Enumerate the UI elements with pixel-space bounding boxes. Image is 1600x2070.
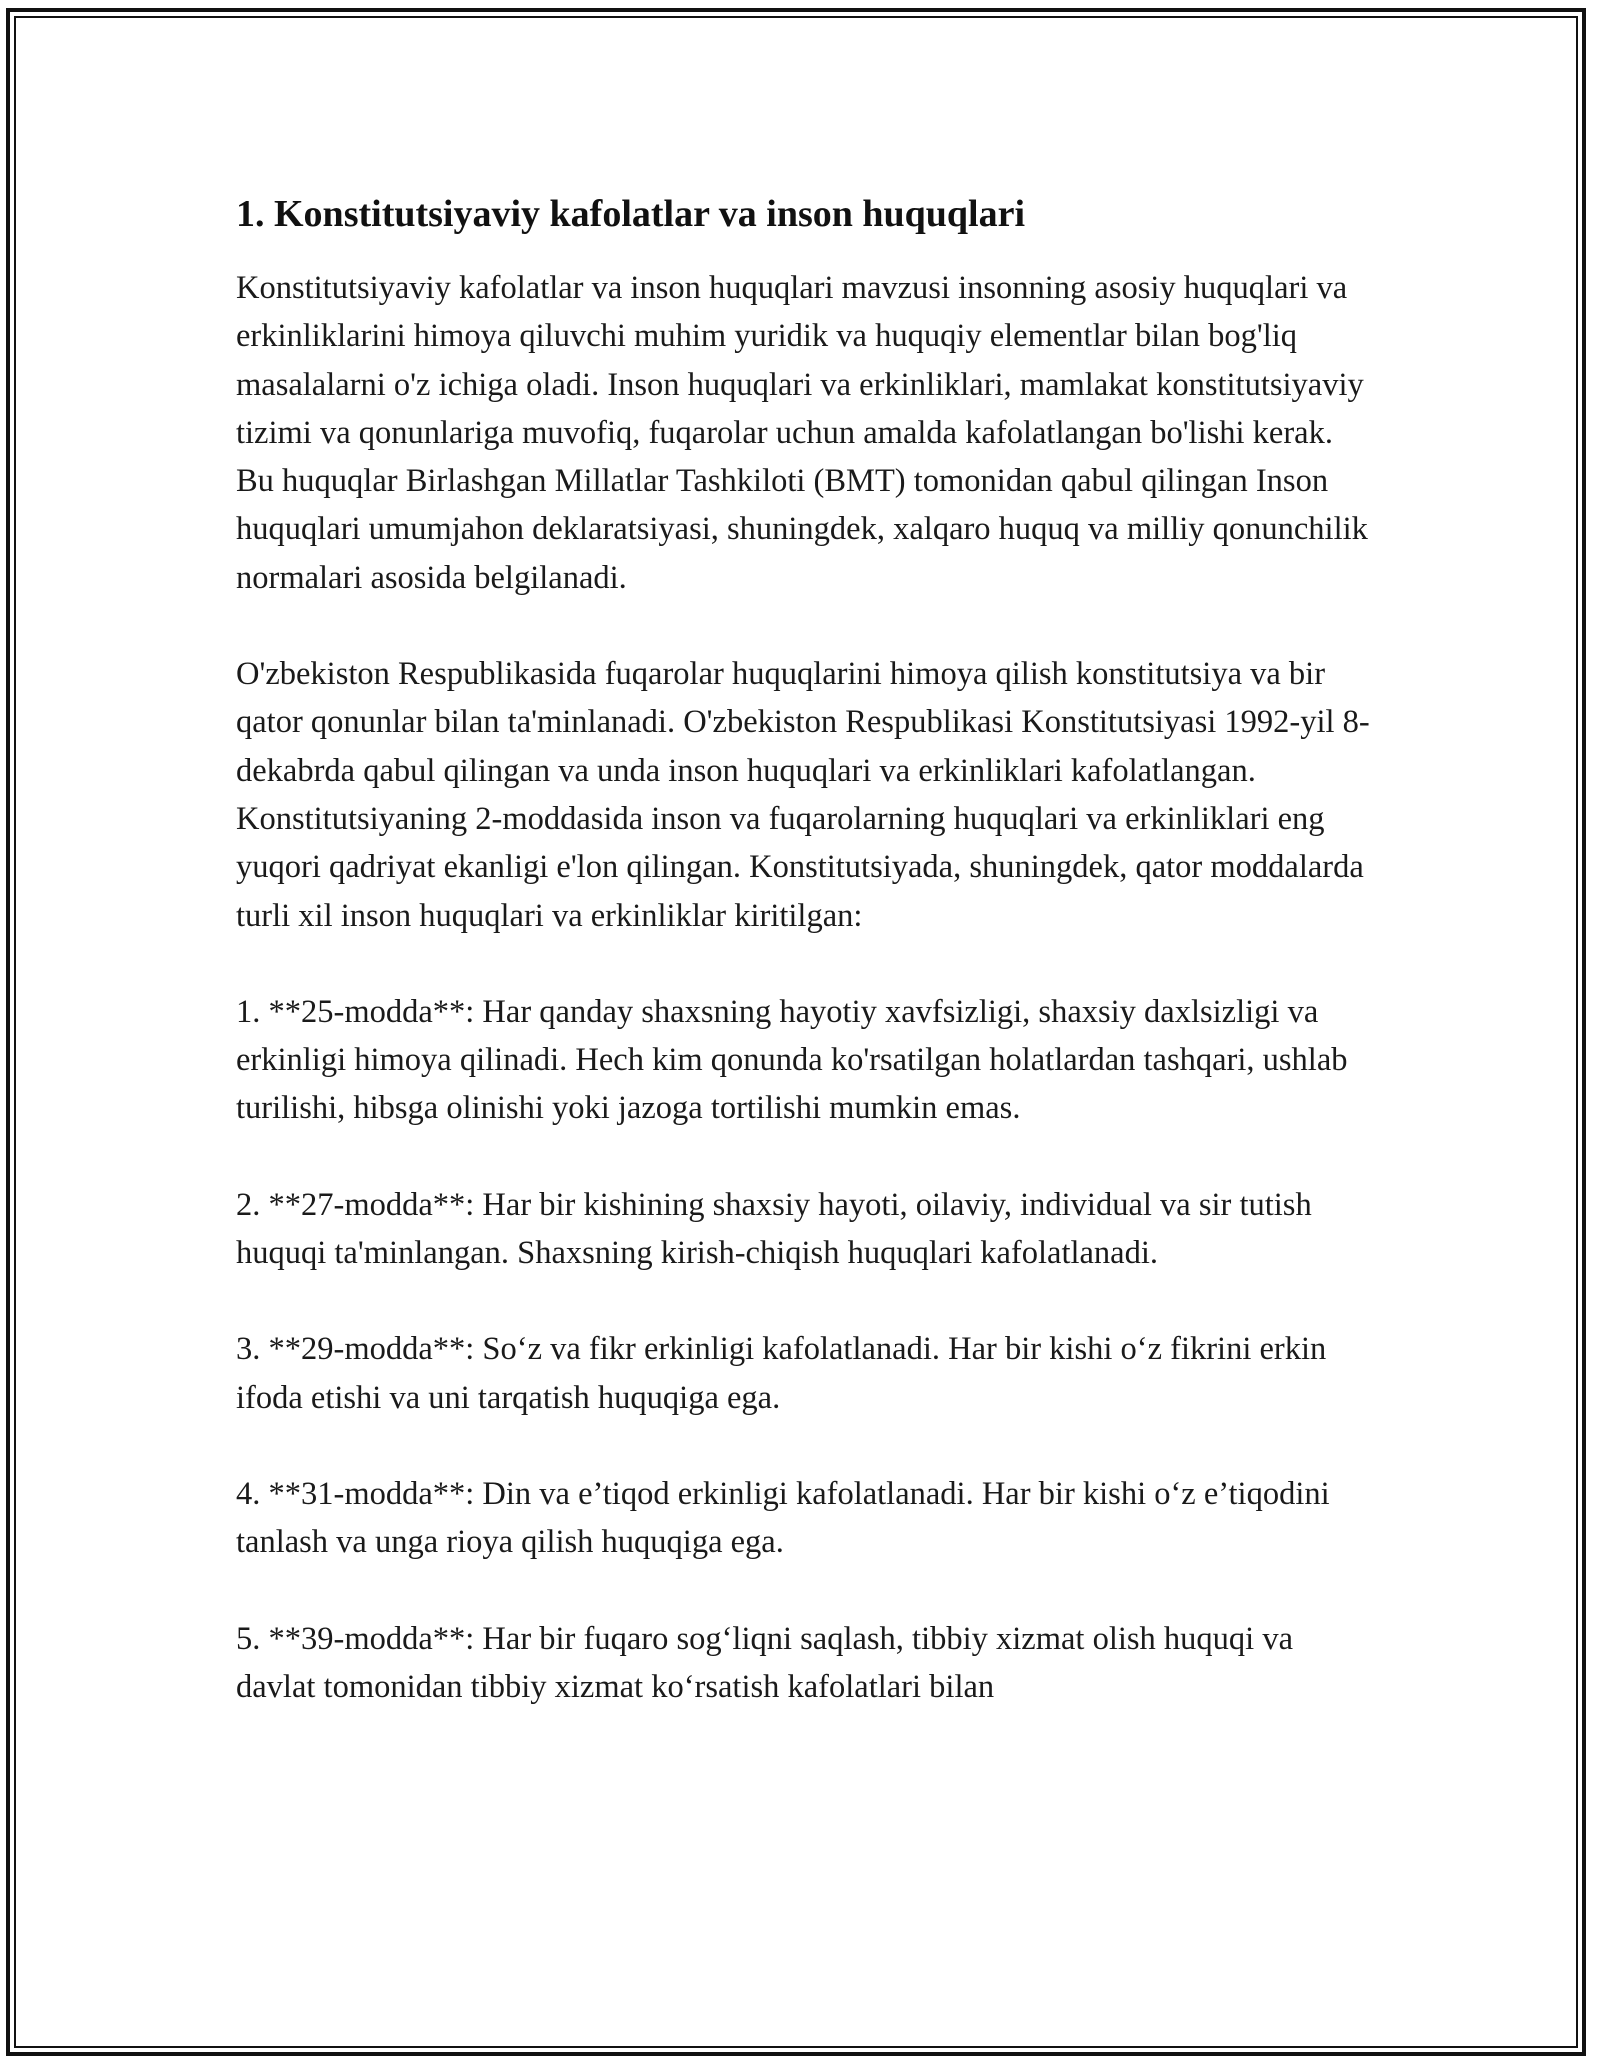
article-31-item: 4. **31-modda**: Din va e’tiqod erkinligi kafolatlanadi. Har bir kishi o‘z e’tiqodini tanlash va unga rioya qilish huquqiga ega. [236,1475,1330,1561]
article-25-item: 1. **25-modda**: Har qanday shaxsning hayotiy xavfsizligi, shaxsiy daxlsizligi va erkinligi himoya qilinadi. Hech kim qonunda ko'rsatilgan holatlardan tashqari, ushlab turilishi, hibsga olinishi yoki jazoga tortilishi mumkin emas. [236,993,1348,1127]
article-39-item: 5. **39-modda**: Har bir fuqaro sog‘liqni saqlash, tibbiy xizmat olish huquqi va davlat tomonidan tibbiy xizmat ko‘rsatish kafolatlari bilan [236,1620,1293,1705]
constitution-paragraph: O'zbekiston Respublikasida fuqarolar huquqlarini himoya qilish konstitutsiya va bir qator qonunlar bilan ta'minlanadi. O'zbekiston Respublikasi Konstitutsiyasi 1992-yil 8-dekabrda qabul qilingan va unda inson huquqlari va erkinliklari kafolatlangan. Konstitutsiyaning 2-moddasida inson va fuqarolarning huquqlari va erkinliklari eng yuqori qadriyat ekanligi e'lon qilingan. Konstitutsiyada, shuningdek, qator moddalarda turli xil inson huquqlari va erkinliklar kiritilgan: [236,656,1370,934]
article-29-item: 3. **29-modda**: So‘z va fikr erkinligi kafolatlanadi. Har bir kishi o‘z fikrini erkin ifoda etishi va uni tarqatish huquqiga ega. [236,1331,1327,1416]
document-body [236,188,1376,1711]
intro-paragraph: Konstitutsiyaviy kafolatlar va inson huquqlari mavzusi insonning asosiy huquqlari va erkinliklarini himoya qiluvchi muhim yuridik va huquqiy elementlar bilan bog'liq masalalarni o'z ichiga oladi. Inson huquqlari va erkinliklari, mamlakat konstitutsiyaviy tizimi va qonunlariga muvofiq, fuqarolar uchun amalda kafolatlangan bo'lishi kerak. Bu huquqlar Birlashgan Millatlar Tashkiloti (BMT) tomonidan qabul qilingan Inson huquqlari umumjahon deklaratsiyasi, shuningdek, xalqaro huquq va milliy qonunchilik normalari asosida belgilanadi. [236,270,1368,596]
article-27-item: 2. **27-modda**: Har bir kishining shaxsiy hayoti, oilaviy, individual va sir tutish huquqi ta'minlangan. Shaxsning kirish-chiqish huquqlari kafolatlanadi. [236,1186,1312,1272]
section-heading: 1. Konstitutsiyaviy kafolatlar va inson huquqlari [236,193,1026,235]
